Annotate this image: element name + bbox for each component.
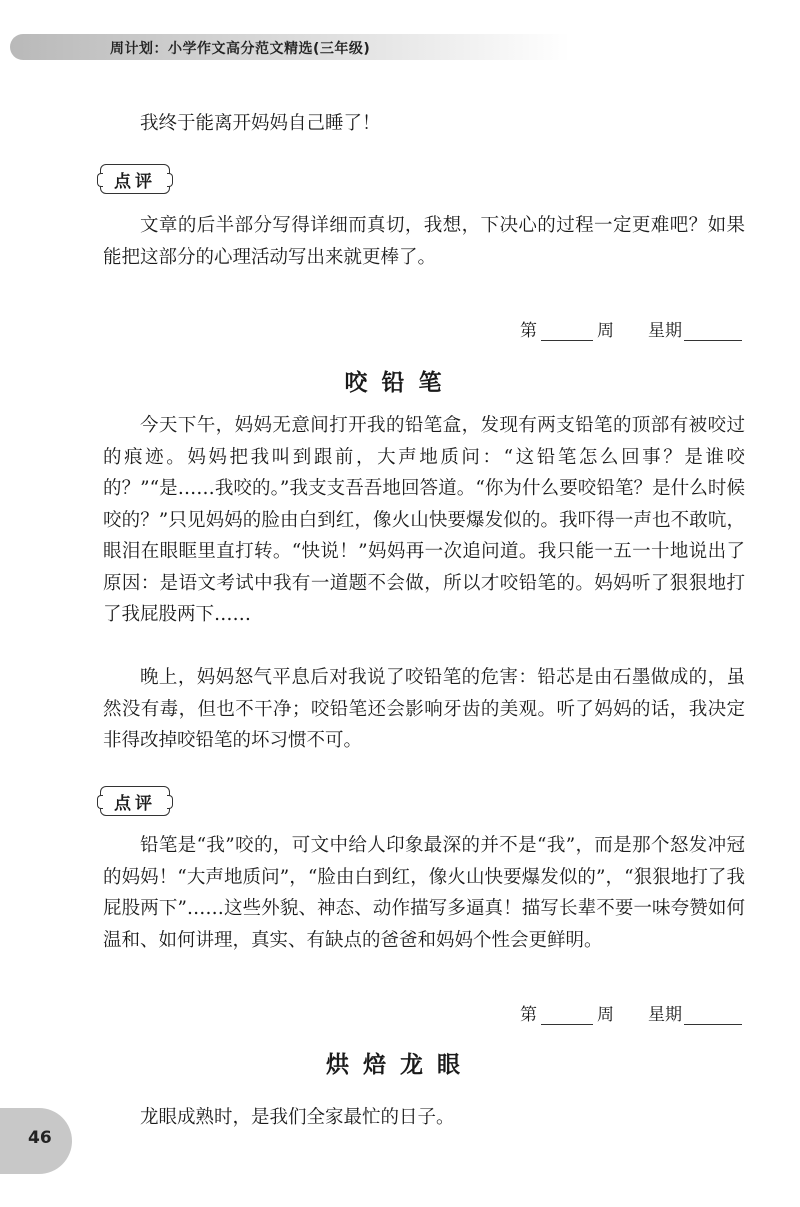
week-blank [541,322,593,341]
closing-sentence: 我终于能离开妈妈自己睡了！ [140,113,381,134]
essay-title-1: 咬铅笔 [344,370,456,396]
week-prefix: 第 [520,1005,537,1025]
review-text-2: 铅笔是“我”咬的，可文中给人印象最深的并不是“我”，而是那个怒发冲冠的妈妈！“大声地质问”，“脸由白到红，像火山快要爆发似的”，“狠狠地打了我屁股两下”……这些外貌、神态、动作描写多逼真！描写长辈不要一味夸赞如何温和、如何讲理，真实、有缺点的爸爸和妈妈个性会更鲜明。 [103,835,745,951]
review-text-1: 文章的后半部分写得详细而真切，我想，下决心的过程一定更难吧？如果能把这部分的心理活动写出来就更棒了。 [103,215,745,268]
essay-title-2: 烘焙龙眼 [326,1052,474,1078]
weekday-label: 星期 [648,1005,682,1025]
week-label: 周 [597,321,614,341]
week-prefix: 第 [520,321,537,341]
week-label: 周 [597,1005,614,1025]
essay2-paragraph-1: 龙眼成熟时，是我们全家最忙的日子。 [140,1107,455,1128]
week-blank [541,1006,593,1025]
essay1-paragraph-2: 晚上，妈妈怒气平息后对我说了咬铅笔的危害：铅芯是由石墨做成的，虽然没有毒，但也不干净；咬铅笔还会影响牙齿的美观。听了妈妈的话，我决定非得改掉咬铅笔的坏习惯不可。 [103,667,745,751]
book-title: 周计划：小学作文高分范文精选(三年级) [110,41,371,57]
review-label: 点评 [114,171,156,192]
weekday-blank [684,1006,742,1025]
review-tag-2 [100,786,170,816]
week-line-2 [520,1000,742,1025]
week-line-1 [520,316,742,341]
essay1-paragraph-1: 今天下午，妈妈无意间打开我的铅笔盒，发现有两支铅笔的顶部有被咬过的痕迹。妈妈把我叫到跟前，大声地质问：“这铅笔怎么回事？是谁咬的？”“是……我咬的。”我支支吾吾地回答道。“你为什么要咬铅笔？是什么时候咬的？”只见妈妈的脸由白到红，像火山快要爆发似的。我吓得一声也不敢吭，眼泪在眼眶里直打转。“快说！”妈妈再一次追问道。我只能一五一十地说出了原因：是语文考试中我有一道题不会做，所以才咬铅笔的。妈妈听了狠狠地打了我屁股两下…… [103,415,745,625]
weekday-label: 星期 [648,321,682,341]
review-label: 点评 [114,793,156,814]
review-tag-1 [100,164,170,194]
page-number: 46 [28,1128,52,1148]
weekday-blank [684,322,742,341]
